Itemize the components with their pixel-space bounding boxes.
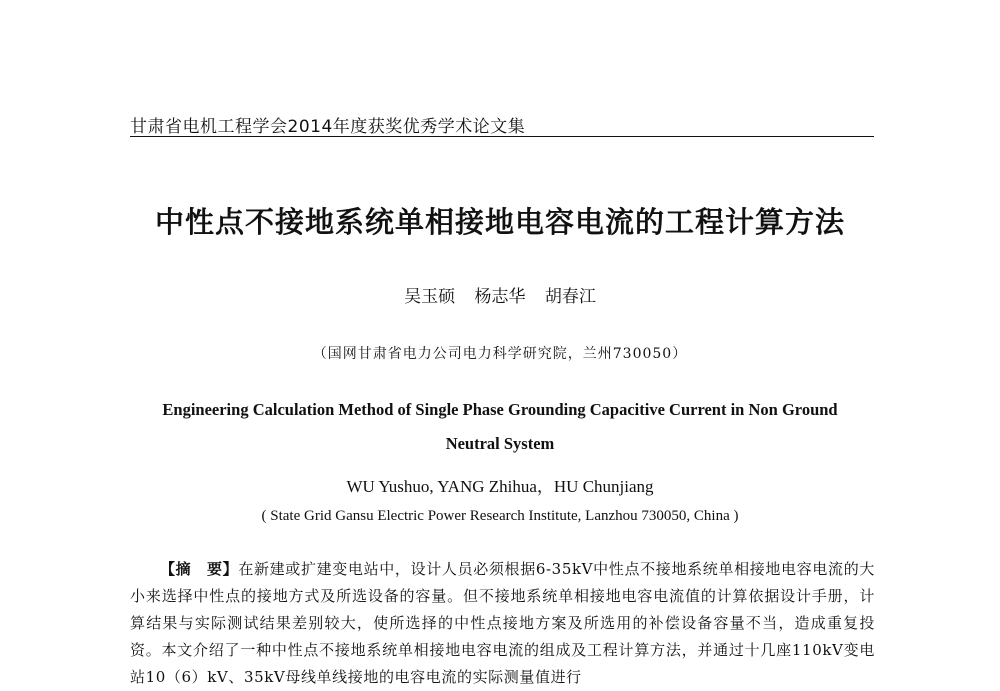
authors-chinese: 吴玉硕 杨志华 胡春江 xyxy=(404,287,596,307)
paper-title-english: Engineering Calculation Method of Single Phase Grounding Capacitive Current in Non Ground Neutral System xyxy=(162,400,838,453)
authors-english: WU Yushuo, YANG Zhihua，HU Chunjiang xyxy=(346,477,654,496)
collection-header: 甘肃省电机工程学会2014年度获奖优秀学术论文集 xyxy=(130,117,526,137)
affiliation-chinese: （国网甘肃省电力公司电力科学研究院，兰州730050） xyxy=(312,346,688,362)
abstract-text: 在新建或扩建变电站中，设计人员必须根据6-35kV中性点不接地系统单相接地电容电流的大小来选择中性点的接地方式及所选设备的容量。但不接地系统单相接地电容电流值的计算依据设计手册，计算结果与实际测试结果差别较大，使所选择的中性点接地方案及所选用的补偿设备容量不当，造成重复投资。本文介绍了一种中性点不接地系统单相接地电容电流的组成及工程计算方法，并通过十几座110kV变电站10（6）kV、35kV母线单线接地的电容电流的实际测量值进行 xyxy=(130,560,875,686)
affiliation-english: ( State Grid Gansu Electric Power Research Institute, Lanzhou 730050, China ) xyxy=(261,508,739,524)
header-divider xyxy=(130,136,874,137)
abstract-paragraph xyxy=(130,556,875,691)
paper-title-chinese: 中性点不接地系统单相接地电容电流的工程计算方法 xyxy=(154,205,845,239)
abstract-label: 【摘 要】 xyxy=(160,560,239,578)
